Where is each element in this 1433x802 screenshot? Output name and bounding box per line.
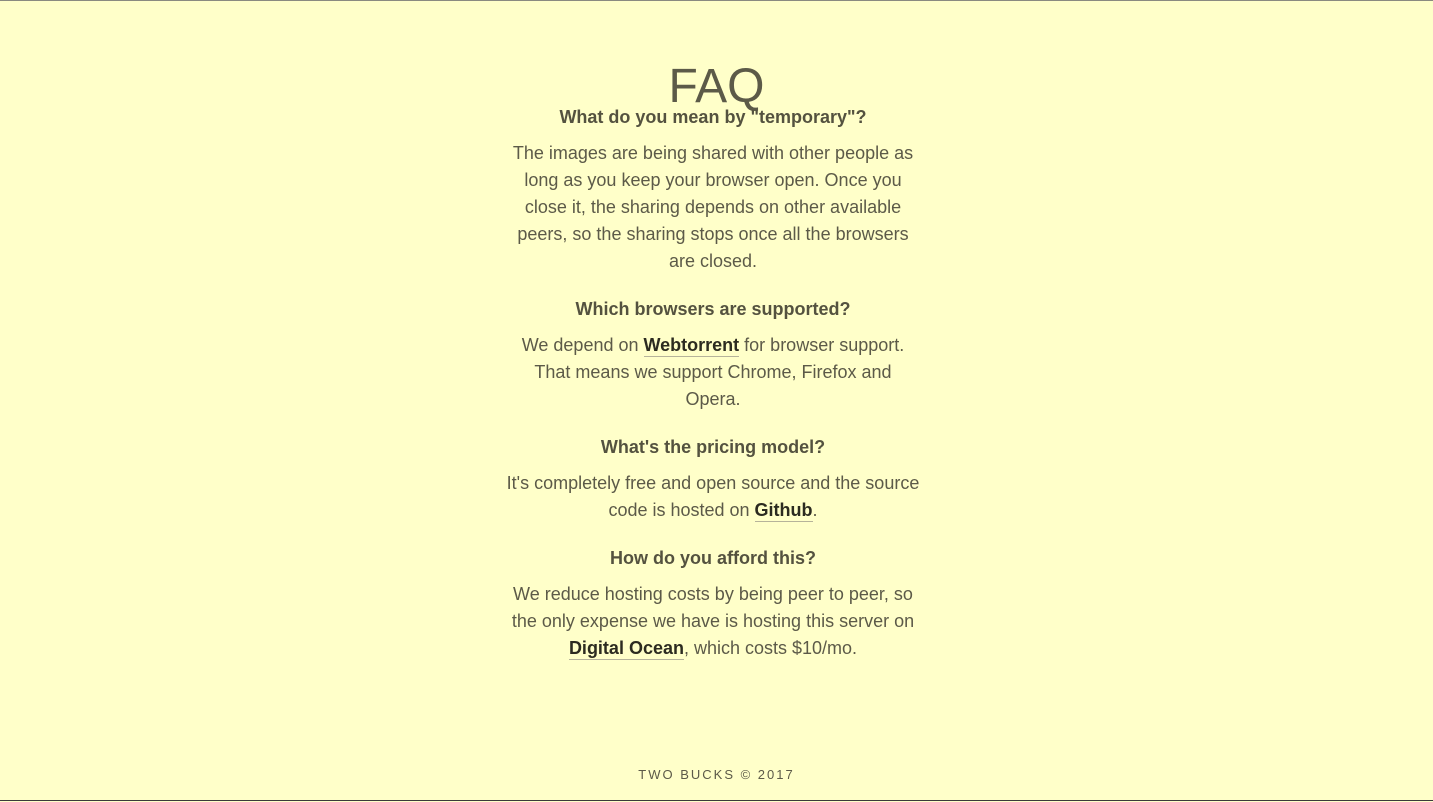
page-title: FAQ <box>668 60 765 114</box>
faq-item-browsers <box>506 297 920 413</box>
webtorrent-link[interactable]: Webtorrent <box>643 335 740 355</box>
faq-answer <box>506 332 920 413</box>
faq-question: What do you mean by "temporary"? <box>559 107 867 127</box>
answer-text-before: We reduce hosting costs by being peer to peer, so the only expense we have is hosting this server on <box>511 584 915 631</box>
answer-text-after: . <box>812 500 818 520</box>
faq-answer <box>506 581 920 662</box>
faq-answer <box>506 470 920 524</box>
digital-ocean-link[interactable]: Digital Ocean <box>568 638 684 658</box>
faq-item-afford <box>506 546 920 662</box>
faq-question: How do you afford this? <box>610 548 816 568</box>
answer-text-before: We depend on <box>521 335 644 355</box>
faq-question: What's the pricing model? <box>600 437 826 457</box>
faq-answer: The images are being shared with other people as long as you keep your browser open. Once you close it, the sharing depends on other available peers, so the sharing stops once all the browsers are closed. <box>512 143 914 271</box>
footer-copyright: TWO BUCKS © 2017 <box>638 767 795 782</box>
faq-question: Which browsers are supported? <box>575 299 851 319</box>
github-link[interactable]: Github <box>754 500 813 520</box>
answer-text-after: , which costs $10/mo. <box>683 638 858 658</box>
faq-item-temporary <box>506 105 920 275</box>
faq-item-pricing <box>506 435 920 524</box>
faq-page <box>0 1 1433 802</box>
answer-text-before: It's completely free and open source and the source code is hosted on <box>506 473 920 520</box>
answer-text-after: for browser support. That means we support Chrome, Firefox and Opera. <box>534 335 905 409</box>
